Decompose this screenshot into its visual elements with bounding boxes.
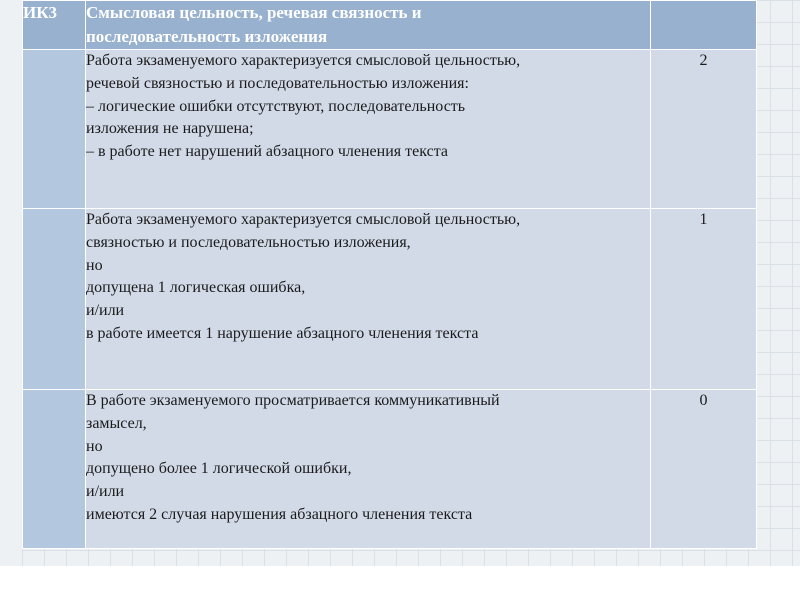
description-line: и/или [86,483,125,501]
criterion-code: ИК3 [23,1,86,50]
criteria-table [22,0,757,549]
description-line: Работа экзаменуемого характеризуется смысловой цельностью, [86,52,521,69]
description-line: – в работе нет нарушений абзацного членения текста [86,143,448,161]
score-header-cell [651,1,757,50]
row-description [86,50,651,209]
table-row [23,390,757,549]
row-description [86,209,651,390]
description-line: в работе имеется 1 нарушение абзацного членения текста [86,324,479,342]
row-description [86,390,651,549]
description-line: и/или [86,302,125,320]
description-line: допущена 1 логическая ошибка, [86,279,306,297]
row-score: 0 [651,390,757,549]
slide-left-margin [0,0,22,566]
description-line: Работа экзаменуемого характеризуется смысловой цельностью, [86,211,521,228]
table-row [23,50,757,209]
row-score: 1 [651,209,757,390]
criterion-title [86,1,651,50]
description-line: В работе экзаменуемого просматривается коммуникативный [86,392,500,409]
description-line: речевой связностью и последовательностью изложения: [86,74,469,92]
criterion-title-line: последовательность изложения [86,27,328,46]
row-left-cell [23,209,86,390]
description-line: но [86,437,103,455]
description-line: связностью и последовательностью изложения, [86,233,411,251]
criterion-title-line: Смысловая цельность, речевая связность и [86,3,422,22]
table-header-row [23,1,757,50]
description-line: – логические ошибки отсутствуют, последовательность [86,97,466,115]
slide-bottom-band [0,566,800,600]
description-line: имеются 2 случая нарушения абзацного членения текста [86,505,473,523]
description-line: но [86,256,103,274]
table-row [23,209,757,390]
description-line: замысел, [86,414,147,432]
description-line: изложения не нарушена; [86,120,254,138]
description-line: допущено более 1 логической ошибки, [86,460,352,478]
row-score: 2 [651,50,757,209]
row-left-cell [23,50,86,209]
row-left-cell [23,390,86,549]
